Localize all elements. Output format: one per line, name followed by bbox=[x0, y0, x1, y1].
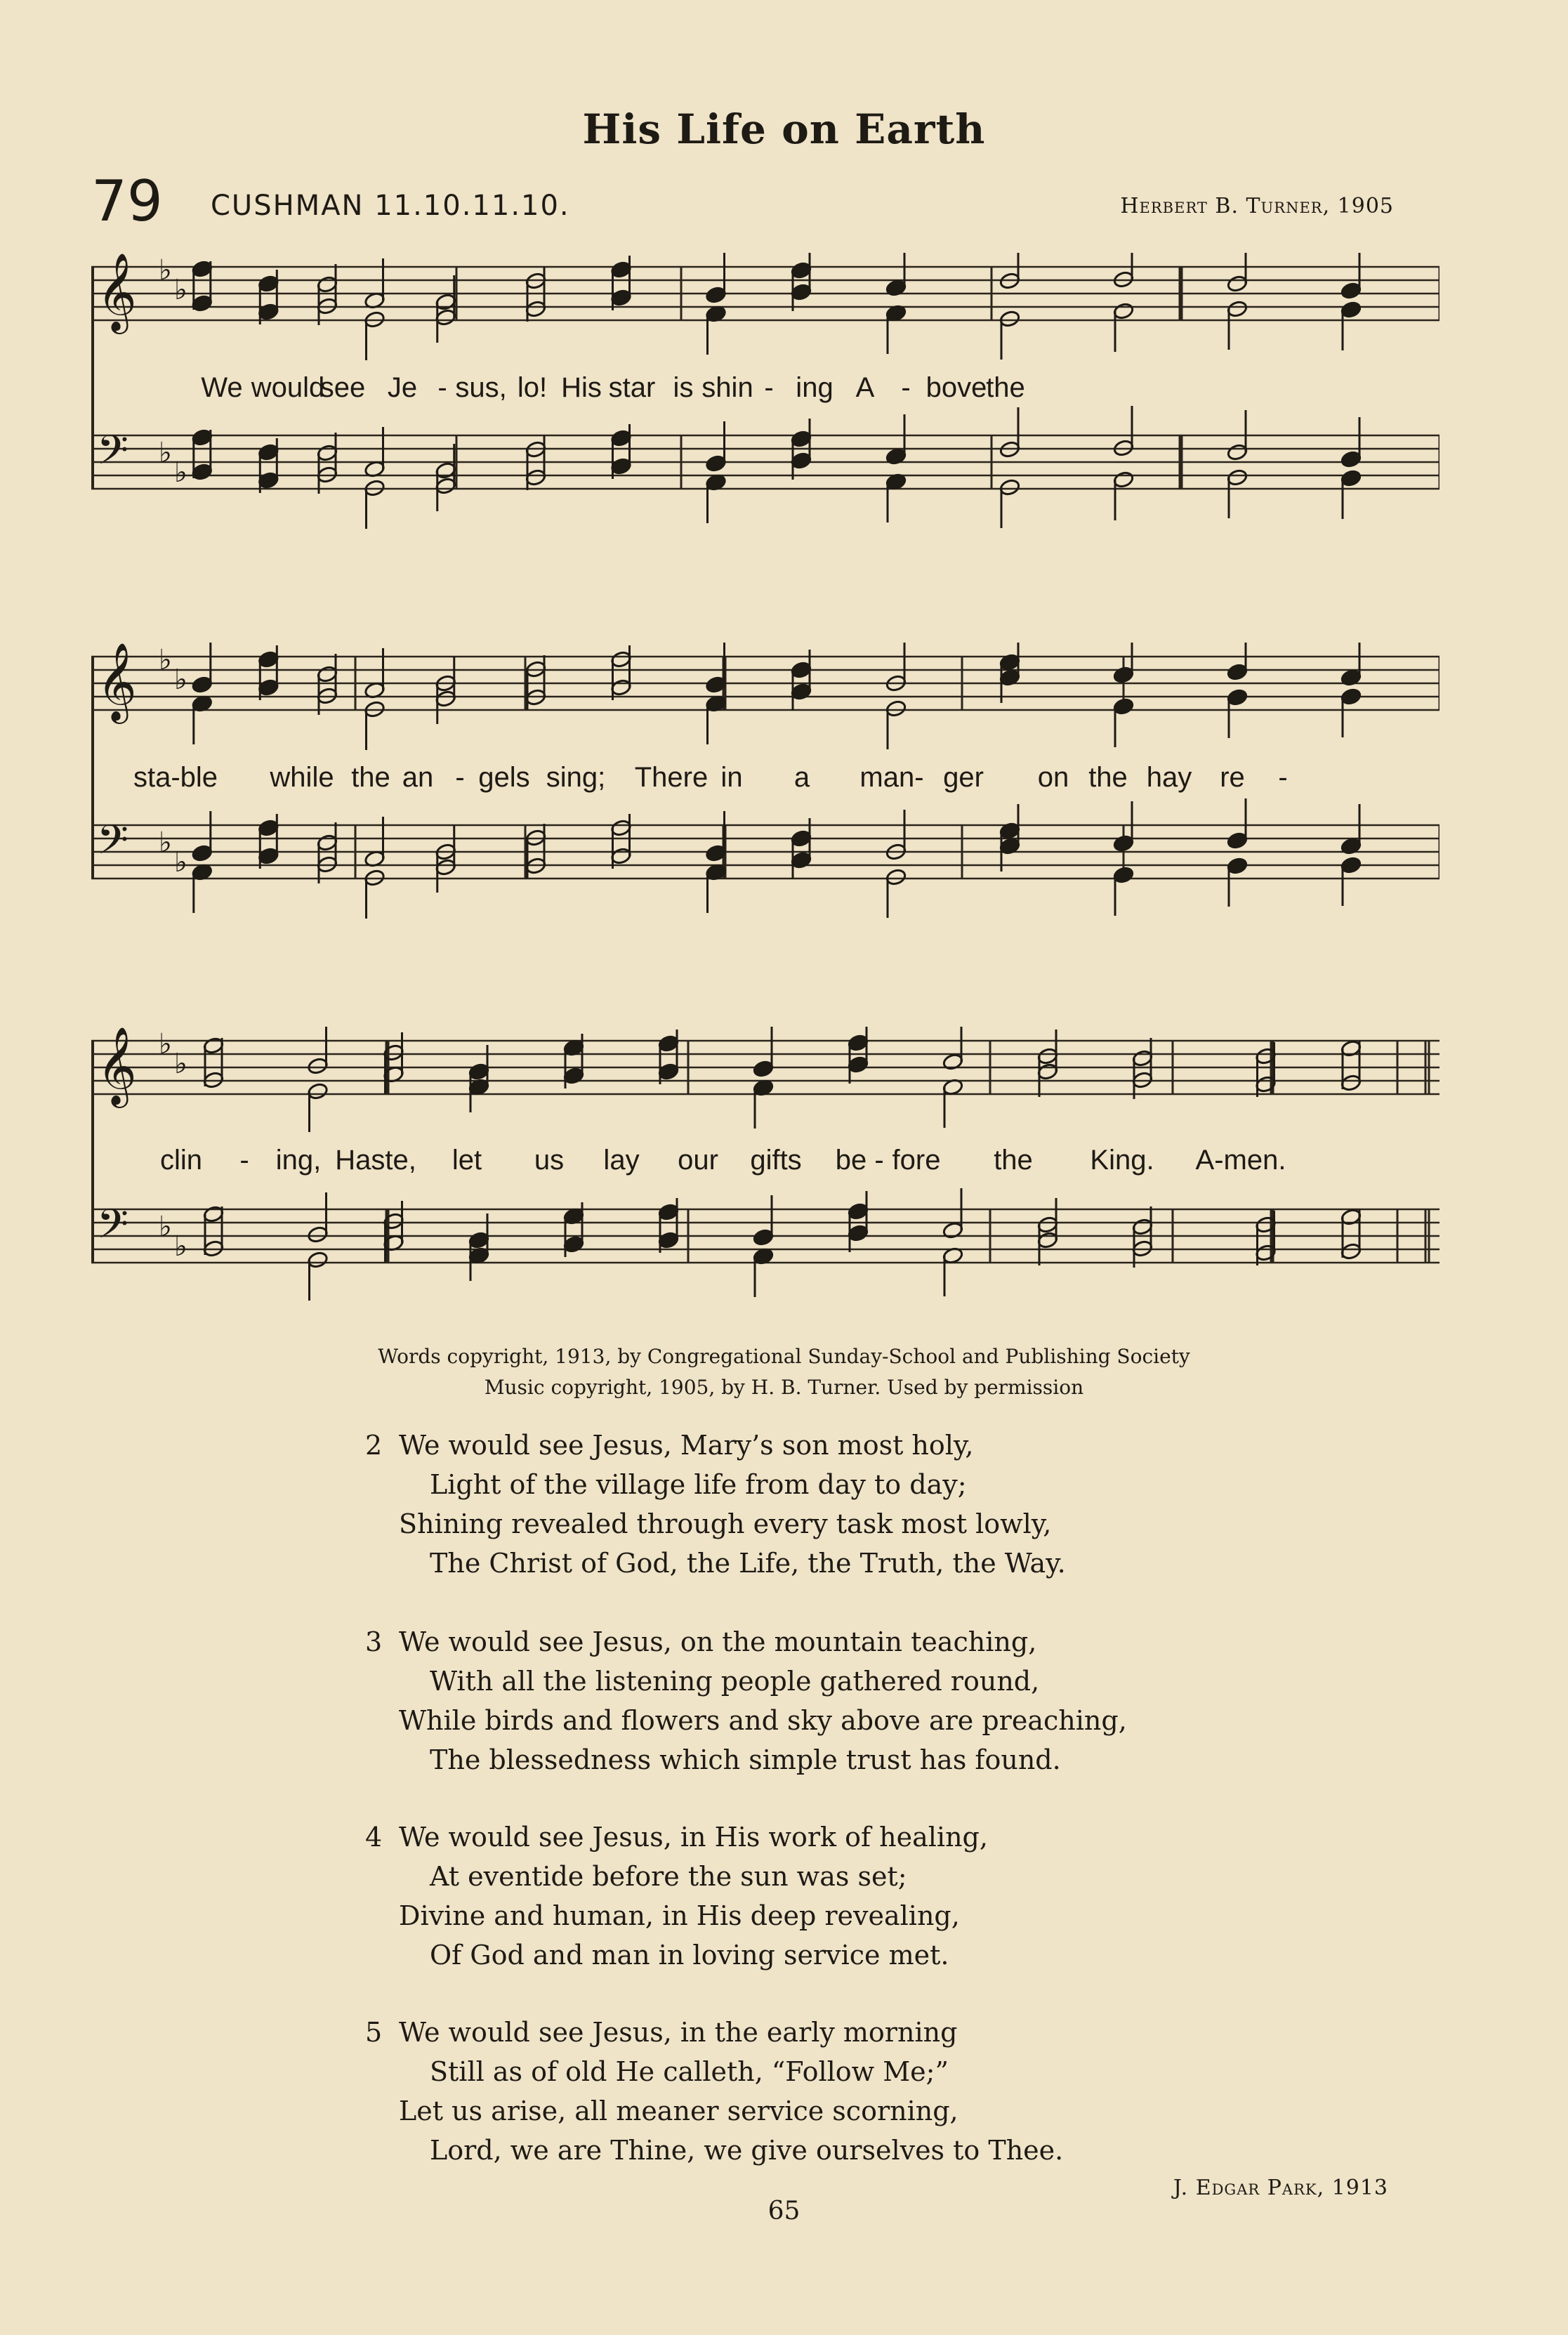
verse-line: At eventide before the sun was set; bbox=[430, 1861, 907, 1892]
lyric-syllable: sing; bbox=[546, 762, 606, 793]
svg-text:♭: ♭ bbox=[159, 437, 172, 469]
section-title: His Life on Earth bbox=[582, 105, 986, 153]
lyric-syllable: see bbox=[319, 372, 366, 403]
music-copyright: Music copyright, 1905, by H. B. Turner. Used by permission bbox=[484, 1376, 1084, 1399]
svg-text:𝄞: 𝄞 bbox=[97, 253, 137, 331]
lyric-syllable: - bbox=[874, 1145, 884, 1176]
svg-text:𝄞: 𝄞 bbox=[97, 1027, 137, 1105]
author-credit: J. Edgar Park, 1913 bbox=[1173, 2176, 1388, 2200]
svg-text:♭: ♭ bbox=[174, 846, 187, 879]
lyric-syllable: - bbox=[901, 372, 911, 403]
lyric-syllable: us bbox=[534, 1145, 565, 1176]
tune-name: CUSHMAN 11.10.11.10. bbox=[211, 190, 570, 222]
verse-line: Of God and man in loving service met. bbox=[430, 1940, 949, 1971]
svg-text:𝄞: 𝄞 bbox=[97, 643, 137, 721]
lyric-syllable: the bbox=[1088, 762, 1128, 793]
verse-number: 5 bbox=[365, 2017, 383, 2048]
verse-line: Light of the village life from day to day; bbox=[430, 1469, 967, 1500]
lyric-syllable: re bbox=[1220, 762, 1245, 793]
lyric-syllable: - bbox=[764, 372, 774, 403]
lyric-syllable: the bbox=[994, 1145, 1033, 1176]
lyric-syllable: in bbox=[720, 762, 743, 793]
lyric-syllable: would bbox=[251, 372, 325, 403]
verse-line: We would see Jesus, Mary’s son most holy, bbox=[399, 1430, 974, 1461]
lyric-syllable: fore bbox=[892, 1145, 941, 1176]
lyric-syllable: a bbox=[793, 762, 810, 793]
svg-text:♭: ♭ bbox=[174, 1230, 187, 1263]
lyric-syllable: ing bbox=[796, 372, 834, 403]
lyric-syllable: Je bbox=[387, 372, 418, 403]
verse-line: Let us arise, all meaner service scorning, bbox=[399, 2096, 958, 2126]
music-system-1 bbox=[91, 253, 1439, 534]
lyric-syllable: while bbox=[270, 762, 334, 793]
lyric-syllable: lo! bbox=[517, 372, 548, 403]
lyric-syllable: our bbox=[678, 1145, 718, 1176]
svg-text:♭: ♭ bbox=[159, 1028, 172, 1060]
lyric-syllable: ing, bbox=[275, 1145, 322, 1176]
lyric-syllable: on bbox=[1037, 762, 1069, 793]
music-system-3 bbox=[91, 1027, 1439, 1322]
verse-line: Still as of old He calleth, “Follow Me;” bbox=[430, 2056, 949, 2087]
verse-line: We would see Jesus, in His work of healing, bbox=[399, 1822, 988, 1853]
verse-number: 3 bbox=[365, 1626, 383, 1657]
svg-text:♭: ♭ bbox=[174, 1048, 187, 1080]
lyric-syllable: the bbox=[986, 372, 1025, 403]
svg-text:♭: ♭ bbox=[174, 456, 187, 489]
lyric-syllable: King. bbox=[1090, 1145, 1154, 1176]
verse-line: The Christ of God, the Life, the Truth, the Way. bbox=[430, 1548, 1066, 1579]
music-system-2 bbox=[91, 643, 1439, 923]
verse-2 bbox=[365, 1426, 1066, 1583]
lyric-syllable: There bbox=[634, 762, 709, 793]
verse-number: 2 bbox=[365, 1430, 383, 1461]
lyric-syllable: gels bbox=[478, 762, 530, 793]
composer-credit: Herbert B. Turner, 1905 bbox=[1120, 194, 1394, 218]
verse-line: Divine and human, in His deep revealing, bbox=[399, 1900, 960, 1931]
verse-line: While birds and flowers and sky above are preaching, bbox=[399, 1705, 1127, 1736]
lyric-syllable: We bbox=[201, 372, 243, 403]
words-copyright: Words copyright, 1913, by Congregational Sunday-School and Publishing Society bbox=[378, 1345, 1190, 1368]
svg-text:♭: ♭ bbox=[159, 827, 172, 859]
verse-4 bbox=[365, 1817, 988, 1975]
svg-text:♭: ♭ bbox=[174, 274, 187, 306]
svg-text:𝄢: 𝄢 bbox=[97, 816, 129, 874]
lyrics-line-3 bbox=[91, 1145, 1439, 1187]
lyric-syllable: hay bbox=[1146, 762, 1192, 793]
verse-line: Shining revealed through every task most lowly, bbox=[399, 1508, 1052, 1539]
lyric-syllable: Haste, bbox=[335, 1145, 416, 1176]
lyric-syllable: is bbox=[673, 372, 694, 403]
lyric-syllable: shin bbox=[701, 372, 753, 403]
verse-line: With all the listening people gathered round, bbox=[430, 1666, 1040, 1697]
lyrics-line-1 bbox=[91, 372, 1439, 414]
page-number: 65 bbox=[767, 2197, 801, 2225]
lyric-syllable: His bbox=[561, 372, 602, 403]
hymn-number: 79 bbox=[91, 169, 163, 234]
verse-line: We would see Jesus, on the mountain teaching, bbox=[399, 1626, 1037, 1657]
lyric-syllable: - bbox=[455, 762, 465, 793]
lyric-syllable: bove bbox=[925, 372, 987, 403]
lyric-syllable: be bbox=[835, 1145, 867, 1176]
svg-text:♭: ♭ bbox=[159, 1211, 172, 1243]
lyric-syllable: A bbox=[855, 372, 875, 403]
lyric-syllable: lay bbox=[603, 1145, 640, 1176]
verse-line: The blessedness which simple trust has found. bbox=[430, 1744, 1061, 1775]
svg-text:♭: ♭ bbox=[159, 644, 172, 676]
lyric-syllable: gifts bbox=[750, 1145, 802, 1176]
lyric-syllable: man- bbox=[859, 762, 924, 793]
lyric-syllable: sta-ble bbox=[133, 762, 218, 793]
verse-line: Lord, we are Thine, we give ourselves to Thee. bbox=[430, 2135, 1064, 2166]
lyric-syllable: - bbox=[1278, 762, 1288, 793]
lyric-syllable: an bbox=[402, 762, 434, 793]
lyric-syllable: - bbox=[437, 372, 447, 403]
lyric-syllable: clin bbox=[159, 1145, 203, 1176]
lyric-syllable: let bbox=[452, 1145, 482, 1176]
verse-number: 4 bbox=[365, 1822, 383, 1853]
lyric-syllable: star bbox=[608, 372, 656, 403]
lyric-syllable: sus, bbox=[455, 372, 507, 403]
lyrics-line-2 bbox=[91, 762, 1439, 804]
verse-5 bbox=[365, 2013, 1063, 2170]
lyric-syllable: - bbox=[239, 1145, 249, 1176]
lyric-syllable: ger bbox=[943, 762, 984, 793]
verse-line: We would see Jesus, in the early morning bbox=[399, 2017, 958, 2048]
verse-3 bbox=[365, 1622, 1127, 1780]
lyric-syllable: A-men. bbox=[1195, 1145, 1286, 1176]
svg-text:♭: ♭ bbox=[159, 254, 172, 287]
svg-text:♭: ♭ bbox=[174, 664, 187, 696]
lyric-syllable: the bbox=[351, 762, 390, 793]
svg-text:𝄢: 𝄢 bbox=[97, 426, 129, 484]
svg-text:𝄢: 𝄢 bbox=[97, 1200, 129, 1258]
